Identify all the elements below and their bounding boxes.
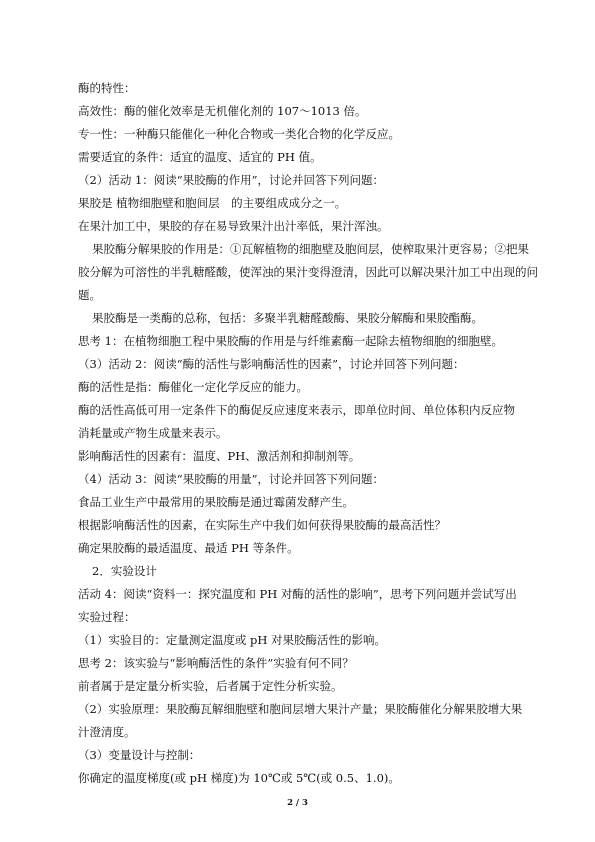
paragraph-line: 根据影响酶活性的因素，在实际生产中我们如何获得果胶酶的最高活性？	[78, 518, 446, 532]
paragraph-line: 确定果胶酶的最适温度、最适 PH 等条件。	[78, 541, 299, 555]
paragraph-line: 题。	[78, 288, 101, 302]
paragraph-line: 食品工业生产中最常用的果胶酶是通过霉菌发酵产生。	[78, 495, 354, 509]
paragraph-line: 高效性：酶的催化效率是无机催化剂的 107～1013 倍。	[78, 104, 367, 118]
paragraph-line: 果胶酶是一类酶的总称，包括：多聚半乳糖醛酸酶、果胶分解酶和果胶酯酶。	[92, 311, 483, 325]
paragraph-line: 酶的活性高低可用一定条件下的酶促反应速度来表示，即单位时间、单位体积内反应物	[78, 403, 515, 417]
paragraph-line: 果胶酶分解果胶的作用是：①瓦解植物的细胞壁及胞间层，使榨取果汁更容易；②把果	[92, 242, 529, 256]
page-number: 2 / 3	[287, 798, 308, 808]
activity-heading: （4）活动 3：阅读“果胶酶的用量”，讨论并回答下列问题：	[78, 472, 385, 486]
paragraph-line: 你确定的温度梯度(或 pH 梯度)为 10℃或 5℃(或 0.5、1.0)。	[78, 771, 400, 785]
paragraph-line: 胶分解为可溶性的半乳糖醛酸，使浑浊的果汁变得澄清，因此可以解决果汁加工中出现的问	[78, 265, 538, 279]
paragraph-line: （1）实验目的：定量测定温度或 pH 对果胶酶活性的影响。	[78, 633, 387, 647]
paragraph-line: 前者属于是定量分析实验，后者属于定性分析实验。	[78, 679, 343, 693]
paragraph-line: 影响酶活性的因素有：温度、PH、激活剂和抑制剂等。	[78, 449, 361, 463]
section-heading: 2．实验设计	[92, 564, 157, 578]
paragraph-line: 汁澄清度。	[78, 725, 136, 739]
activity-heading: 活动 4：阅读“资料一：探究温度和 PH 对酶的活性的影响”，思考下列问题并尝试写出	[78, 587, 517, 601]
paragraph-line: 专一性：一种酶只能催化一种化合物或一类化合物的化学反应。	[78, 127, 400, 141]
paragraph-line: 果胶是 植物细胞壁和胞间层 的主要组成成分之一。	[78, 196, 347, 210]
paragraph-line: 酶的活性是指：酶催化一定化学反应的能力。	[78, 380, 308, 394]
paragraph-line: 思考 1：在植物细胞工程中果胶酶的作用是与纤维素酶一起除去植物细胞的细胞壁。	[78, 334, 503, 348]
document-body	[78, 77, 538, 790]
paragraph-line: 在果汁加工中，果胶的存在易导致果汁出汁率低，果汁浑浊。	[78, 219, 389, 233]
paragraph-line: 消耗量或产物生成量来表示。	[78, 426, 228, 440]
paragraph-line: 实验过程：	[78, 610, 136, 624]
paragraph-line: （3）变量设计与控制：	[78, 748, 201, 762]
heading-enzyme-properties: 酶的特性：	[78, 81, 136, 95]
activity-heading: （2）活动 1：阅读“果胶酶的作用”，讨论并回答下列问题：	[78, 173, 385, 187]
activity-heading: （3）活动 2：阅读“酶的活性与影响酶活性的因素”，讨论并回答下列问题：	[78, 357, 465, 371]
paragraph-line: 需要适宜的条件：适宜的温度、适宜的 PH 值。	[78, 150, 322, 164]
paragraph-line: （2）实验原理：果胶酶瓦解细胞壁和胞间层增大果汁产量；果胶酶催化分解果胶增大果	[78, 702, 523, 716]
paragraph-line: 思考 2：该实验与“影响酶活性的条件”实验有何不同？	[78, 656, 354, 670]
